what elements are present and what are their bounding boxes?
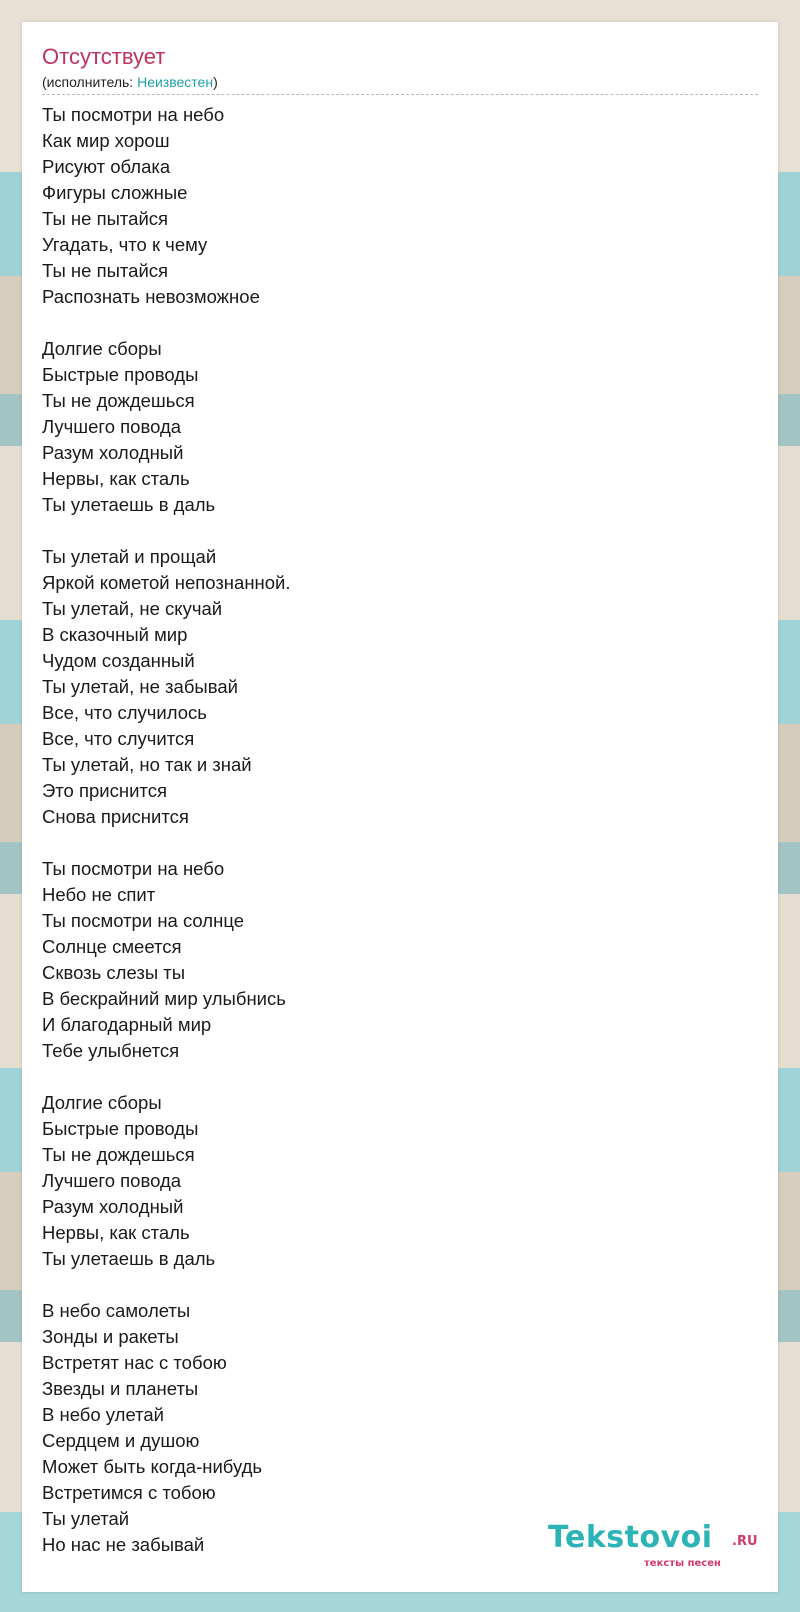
lyric-line: Небо не спит xyxy=(42,884,156,905)
stanza xyxy=(42,856,758,1064)
artist-line xyxy=(42,72,758,92)
lyric-line: Ты улетай, не забывай xyxy=(42,676,238,697)
lyric-line: Нервы, как сталь xyxy=(42,468,190,489)
artist-prefix: (исполнитель: xyxy=(42,74,138,90)
artist-link[interactable]: Неизвестен xyxy=(137,74,214,90)
lyric-line: Ты улетай xyxy=(42,1508,130,1529)
lyric-line: Долгие сборы xyxy=(42,338,162,359)
lyric-line: Разум холодный xyxy=(42,442,184,463)
lyric-line: Сквозь слезы ты xyxy=(42,962,186,983)
lyric-line: Это приснится xyxy=(42,780,167,801)
lyric-line: Ты улетай и прощай xyxy=(42,546,217,567)
stanza xyxy=(42,336,758,518)
lyric-line: Быстрые проводы xyxy=(42,364,199,385)
lyric-line: Ты не дождешься xyxy=(42,1144,195,1165)
logo-tld: .RU xyxy=(732,1534,758,1549)
stanza xyxy=(42,102,758,310)
lyric-line: Быстрые проводы xyxy=(42,1118,199,1139)
lyric-line: Может быть когда-нибудь xyxy=(42,1456,263,1477)
stanza xyxy=(42,544,758,830)
lyric-line: Ты не пытайся xyxy=(42,260,169,281)
lyric-line: Чудом созданный xyxy=(42,650,195,671)
lyric-line: Ты не дождешься xyxy=(42,390,195,411)
lyrics-body xyxy=(42,102,758,1584)
lyric-line: Ты улетаешь в даль xyxy=(42,494,216,515)
lyric-line: Разум холодный xyxy=(42,1196,184,1217)
lyric-line: Лучшего повода xyxy=(42,416,182,437)
lyric-line: Все, что случилось xyxy=(42,702,207,723)
site-logo[interactable] xyxy=(548,1520,768,1590)
lyric-line: Фигуры сложные xyxy=(42,182,188,203)
logo-wordmark: Tekstovoi xyxy=(548,1520,713,1555)
logo-tagline: тексты песен xyxy=(644,1558,721,1569)
lyric-line: Как мир хорош xyxy=(42,130,170,151)
lyric-line: Долгие сборы xyxy=(42,1092,162,1113)
lyric-line: Ты не пытайся xyxy=(42,208,169,229)
lyric-line: Но нас не забывай xyxy=(42,1534,205,1555)
lyric-line: Ты улетай, не скучай xyxy=(42,598,223,619)
lyric-line: Сердцем и душою xyxy=(42,1430,200,1451)
lyric-line: И благодарный мир xyxy=(42,1014,212,1035)
lyric-line: Ты улетай, но так и знай xyxy=(42,754,252,775)
lyric-line: Встретимся с тобою xyxy=(42,1482,216,1503)
lyric-line: Распознать невозможное xyxy=(42,286,260,307)
lyric-line: Угадать, что к чему xyxy=(42,234,208,255)
lyric-line: Солнце смеется xyxy=(42,936,182,957)
lyric-line: В бескрайний мир улыбнись xyxy=(42,988,286,1009)
lyric-line: Зонды и ракеты xyxy=(42,1326,179,1347)
lyric-line: Встретят нас с тобою xyxy=(42,1352,227,1373)
lyric-line: Ты улетаешь в даль xyxy=(42,1248,216,1269)
lyric-line: Яркой кометой непознанной. xyxy=(42,572,291,593)
stanza xyxy=(42,1090,758,1272)
artist-suffix: ) xyxy=(213,74,218,90)
stanza xyxy=(42,1298,758,1558)
lyrics-card xyxy=(22,22,778,1592)
lyric-line: Все, что случится xyxy=(42,728,195,749)
song-header xyxy=(42,42,758,95)
lyric-line: Ты посмотри на небо xyxy=(42,104,225,125)
lyric-line: Звезды и планеты xyxy=(42,1378,199,1399)
lyric-line: Тебе улыбнется xyxy=(42,1040,180,1061)
lyric-line: В сказочный мир xyxy=(42,624,188,645)
lyric-line: Ты посмотри на небо xyxy=(42,858,225,879)
lyric-line: Ты посмотри на солнце xyxy=(42,910,244,931)
lyric-line: Рисуют облака xyxy=(42,156,171,177)
song-title: Отсутствует xyxy=(42,44,166,69)
lyric-line: Лучшего повода xyxy=(42,1170,182,1191)
lyric-line: В небо самолеты xyxy=(42,1300,191,1321)
lyric-line: Нервы, как сталь xyxy=(42,1222,190,1243)
lyric-line: В небо улетай xyxy=(42,1404,165,1425)
lyric-line: Снова приснится xyxy=(42,806,189,827)
